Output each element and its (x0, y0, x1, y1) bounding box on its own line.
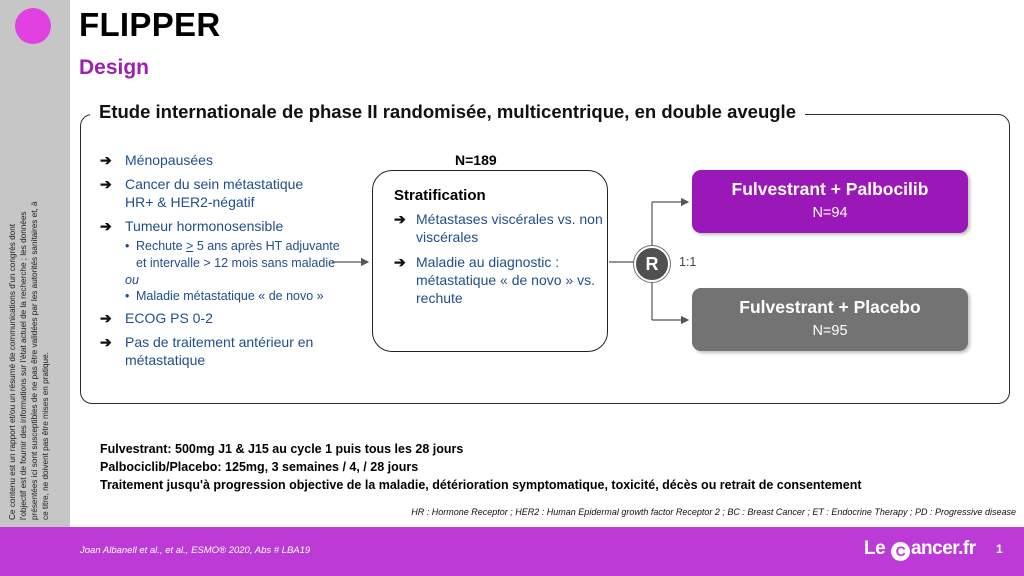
treatment-line-fulvestrant: Fulvestrant: 500mg J1 & J15 au cycle 1 puis tous les 28 jours (100, 442, 464, 456)
sub-criterion-relapse: • Rechute > 5 ans après HT adjuvante et intervalle > 12 mois sans maladie (125, 238, 350, 271)
randomization-ratio: 1:1 (679, 255, 697, 269)
stratification-item-visceral: ➔ Métastases viscérales vs. non viscérales (394, 211, 603, 245)
criterion-ecog: ➔ ECOG PS 0-2 (100, 309, 213, 326)
sub-criterion-de-novo: • Maladie métastatique « de novo » (125, 288, 350, 305)
stratification-item-diagnosis: ➔ Maladie au diagnostic : métastatique « de novo » vs. rechute (394, 254, 595, 306)
citation-text: Joan Albanell et al., et al., ESMO® 2020, Abs # LBA19 (80, 545, 311, 556)
footer-bar (0, 527, 1024, 576)
abbreviations-note: HR : Hormone Receptor ; HER2 : Human Epidermal growth factor Receptor 2 ; BC : Breast Cancer ; ET : Endocrine Therapy ; PD : Progressive disease (411, 507, 1016, 517)
study-title: Etude internationale de phase II randomisée, multicentrique, en double aveugle (90, 101, 805, 123)
treatment-line-duration: Traitement jusqu'à progression objective de la maladie, détérioration symptomatique, toxicité, décès ou retrait de consentement (100, 478, 862, 492)
criterion-menopause: ➔ Ménopausées (100, 152, 213, 168)
arm-n: N=95 (812, 323, 848, 339)
arrow-icon: ➔ (100, 218, 112, 234)
arm-name: Fulvestrant + Placebo (739, 297, 921, 317)
page-number: 1 (996, 542, 1003, 556)
arm-name: Fulvestrant + Palbocilib (731, 179, 929, 199)
slide-title: FLIPPER (79, 6, 221, 43)
arrow-icon: ➔ (394, 254, 406, 270)
arm-n: N=94 (812, 205, 848, 221)
treatment-line-palbociclib: Palbociclib/Placebo: 125mg, 3 semaines / 4, / 28 jours (100, 460, 419, 474)
randomization-node: R (634, 246, 670, 282)
arrow-icon: ➔ (100, 152, 112, 168)
criterion-hormone-sensitive: ➔ Tumeur hormonosensible • Rechute > 5 ans après HT adjuvante et intervalle > 12 mois sans maladie ou • Maladie métastatique « de novo » (100, 217, 350, 305)
arm-fulvestrant-placebo (692, 288, 968, 351)
slide-subtitle: Design (79, 56, 150, 79)
lecancer-logo: Le C ancer.fr (864, 538, 976, 559)
disclaimer-text: Ce contenu est un rapport et/ou un résumé de communications d'un congrès dont l'objectif est de fournir des informations sur l'état actuel de la recherche ; les données présentées ici sont susceptibles de ne pas être validées par les autorités sanitaires et, à ce titre, ne doivent pas être mises en pratique. (8, 201, 50, 520)
criterion-cancer: ➔ Cancer du sein métastatique HR+ & HER2-négatif (100, 176, 304, 210)
criterion-no-prior-treatment: ➔ Pas de traitement antérieur en métastatique (100, 333, 314, 368)
or-label: ou (125, 273, 139, 287)
arrow-icon: ➔ (100, 176, 112, 192)
total-patients: N=189 (455, 152, 497, 168)
stratification-title: Stratification (394, 187, 486, 204)
arrow-icon: ➔ (100, 309, 112, 326)
treatment-details (100, 440, 862, 494)
logo-c-icon: C (891, 542, 910, 561)
arm-fulvestrant-palbociclib (692, 170, 968, 233)
arrow-icon: ➔ (394, 211, 406, 227)
arrow-icon: ➔ (100, 333, 112, 350)
